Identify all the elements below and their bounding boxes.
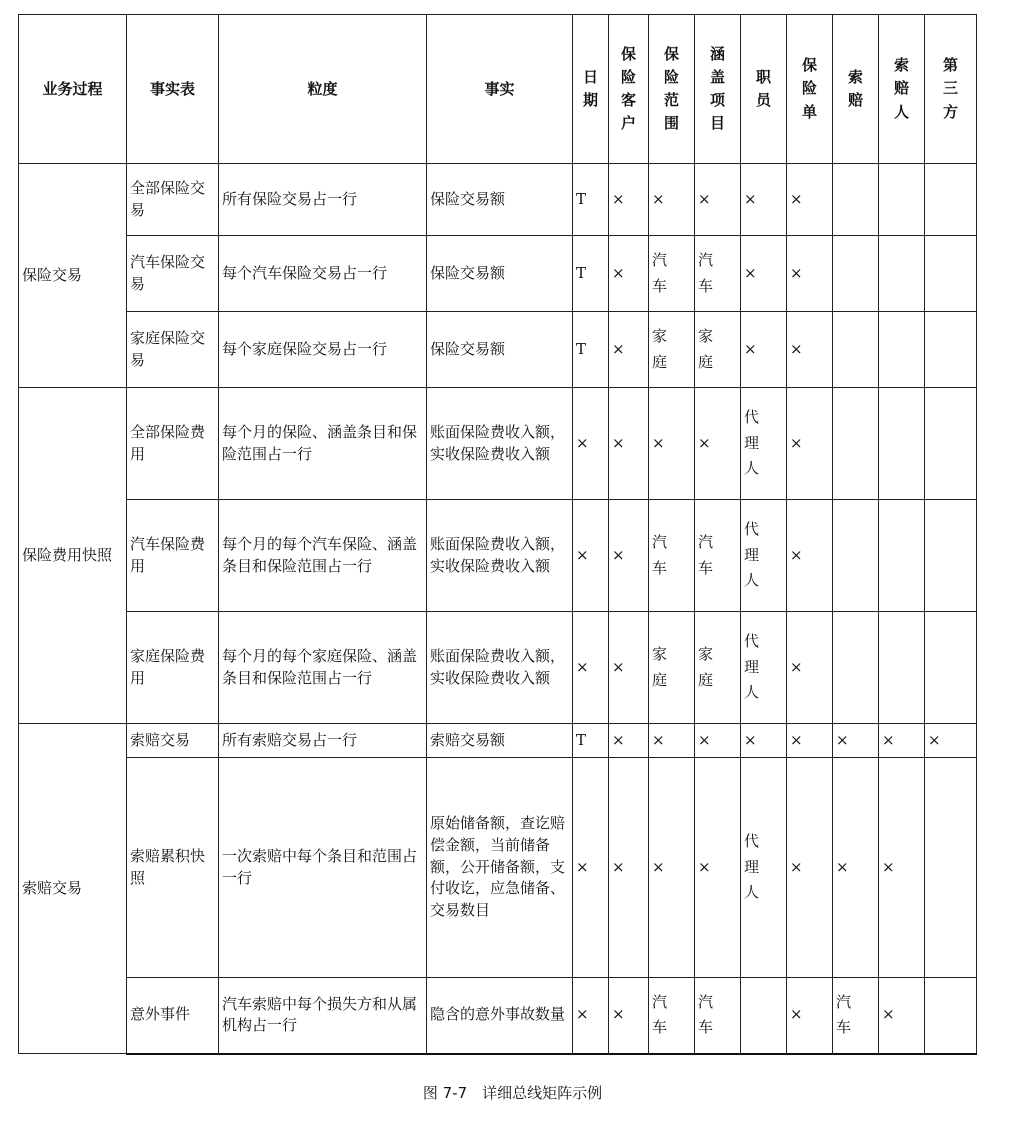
matrix-mark-cell: × xyxy=(609,312,649,388)
matrix-mark-text: 代理人 xyxy=(744,632,760,702)
fact-cell: 原始储备额，查讫赔偿金额，当前储备额，公开储备额，支付收讫，应急储备、交易数目 xyxy=(427,758,573,978)
grain-cell: 每个月的保险、涵盖条目和保险范围占一行 xyxy=(219,388,427,500)
process-cell: 索赔交易 xyxy=(19,724,127,1054)
matrix-mark-cell xyxy=(879,388,925,500)
header-cell-text: 日期 xyxy=(583,67,599,109)
matrix-mark-cell xyxy=(925,978,977,1054)
matrix-mark-cell: × xyxy=(741,312,787,388)
matrix-mark-cell xyxy=(649,612,695,724)
table-row xyxy=(19,388,977,500)
matrix-mark-cell: × xyxy=(609,612,649,724)
matrix-mark-cell: × xyxy=(925,724,977,758)
matrix-mark-cell: × xyxy=(695,758,741,978)
matrix-mark-cell xyxy=(833,388,879,500)
bus-matrix-figure xyxy=(18,14,977,1055)
matrix-body xyxy=(19,164,977,1054)
matrix-mark-cell xyxy=(833,312,879,388)
matrix-mark-cell: × xyxy=(573,612,609,724)
matrix-mark-text: 汽车 xyxy=(698,992,714,1037)
matrix-mark-cell xyxy=(879,164,925,236)
fact-cell: 保险交易额 xyxy=(427,236,573,312)
header-cell xyxy=(925,15,977,164)
matrix-mark-cell xyxy=(695,236,741,312)
grain-cell: 每个家庭保险交易占一行 xyxy=(219,312,427,388)
grain-cell: 每个汽车保险交易占一行 xyxy=(219,236,427,312)
matrix-mark-cell: × xyxy=(609,978,649,1054)
matrix-mark-cell: T xyxy=(573,312,609,388)
header-cell-text: 保险单 xyxy=(802,56,818,121)
header-cell-text: 第三方 xyxy=(943,56,959,121)
fact-cell: 保险交易额 xyxy=(427,312,573,388)
matrix-mark-cell xyxy=(925,388,977,500)
header-cell-text: 涵盖项目 xyxy=(710,44,726,133)
matrix-mark-cell xyxy=(879,500,925,612)
matrix-mark-cell: × xyxy=(609,164,649,236)
header-cell xyxy=(833,15,879,164)
matrix-mark-cell xyxy=(925,758,977,978)
fact-table-cell: 家庭保险费用 xyxy=(127,612,219,724)
matrix-mark-cell: × xyxy=(787,236,833,312)
matrix-mark-cell xyxy=(925,236,977,312)
header-cell xyxy=(609,15,649,164)
matrix-mark-cell xyxy=(833,236,879,312)
matrix-mark-cell xyxy=(695,500,741,612)
table-row xyxy=(19,612,977,724)
matrix-mark-cell xyxy=(925,312,977,388)
header-cell-text: 索赔人 xyxy=(894,56,910,121)
header-cell-text: 保险范围 xyxy=(664,44,680,133)
matrix-mark-cell: × xyxy=(741,724,787,758)
fact-table-cell: 家庭保险交易 xyxy=(127,312,219,388)
matrix-mark-cell: × xyxy=(787,388,833,500)
matrix-mark-text: 汽车 xyxy=(698,251,714,295)
matrix-mark-cell: × xyxy=(609,388,649,500)
matrix-mark-text: 代理人 xyxy=(744,832,760,902)
table-row xyxy=(19,164,977,236)
fact-table-cell: 汽车保险费用 xyxy=(127,500,219,612)
matrix-mark-cell: T xyxy=(573,724,609,758)
matrix-mark-cell xyxy=(879,612,925,724)
matrix-mark-cell xyxy=(879,312,925,388)
matrix-mark-cell: × xyxy=(833,724,879,758)
matrix-mark-cell: × xyxy=(787,312,833,388)
matrix-mark-cell: × xyxy=(741,164,787,236)
header-cell xyxy=(573,15,609,164)
matrix-mark-cell: × xyxy=(609,758,649,978)
matrix-mark-cell: × xyxy=(787,724,833,758)
matrix-mark-text: 家庭 xyxy=(698,327,714,371)
matrix-mark-cell xyxy=(649,236,695,312)
grain-cell: 汽车索赔中每个损失方和从属机构占一行 xyxy=(219,978,427,1054)
grain-cell: 所有保险交易占一行 xyxy=(219,164,427,236)
matrix-mark-cell: × xyxy=(695,724,741,758)
matrix-mark-cell: × xyxy=(833,758,879,978)
matrix-mark-cell xyxy=(741,500,787,612)
matrix-mark-text: 汽车 xyxy=(652,251,668,295)
matrix-mark-cell xyxy=(649,978,695,1054)
matrix-mark-cell xyxy=(925,612,977,724)
fact-table-cell: 汽车保险交易 xyxy=(127,236,219,312)
fact-cell: 账面保险费收入额，实收保险费收入额 xyxy=(427,612,573,724)
matrix-mark-cell xyxy=(925,500,977,612)
figure-caption: 图 7-7 详细总线矩阵示例 xyxy=(422,1084,603,1102)
matrix-mark-cell: × xyxy=(573,758,609,978)
matrix-mark-text: 汽车 xyxy=(652,533,668,577)
matrix-mark-cell: × xyxy=(879,978,925,1054)
fact-cell: 隐含的意外事故数量 xyxy=(427,978,573,1054)
matrix-mark-cell xyxy=(649,500,695,612)
matrix-mark-text: 汽车 xyxy=(698,533,714,577)
matrix-mark-cell xyxy=(925,164,977,236)
matrix-mark-text: 汽车 xyxy=(836,992,852,1037)
header-cell-text: 职员 xyxy=(756,67,772,109)
matrix-mark-cell: × xyxy=(609,500,649,612)
matrix-mark-cell: × xyxy=(879,724,925,758)
fact-table-cell: 索赔交易 xyxy=(127,724,219,758)
bus-matrix-table xyxy=(18,14,977,1055)
header-cell xyxy=(649,15,695,164)
matrix-mark-cell: × xyxy=(787,612,833,724)
grain-cell: 一次索赔中每个条目和范围占一行 xyxy=(219,758,427,978)
grain-cell: 每个月的每个汽车保险、涵盖条目和保险范围占一行 xyxy=(219,500,427,612)
matrix-mark-cell: × xyxy=(879,758,925,978)
matrix-mark-cell: × xyxy=(695,164,741,236)
matrix-mark-text: 家庭 xyxy=(698,645,714,689)
fact-cell: 索赔交易额 xyxy=(427,724,573,758)
matrix-mark-cell xyxy=(741,612,787,724)
table-row xyxy=(19,500,977,612)
grain-cell: 每个月的每个家庭保险、涵盖条目和保险范围占一行 xyxy=(219,612,427,724)
matrix-mark-cell: × xyxy=(649,388,695,500)
process-cell: 保险费用快照 xyxy=(19,388,127,724)
matrix-mark-text: 家庭 xyxy=(652,327,668,371)
matrix-mark-cell: × xyxy=(573,500,609,612)
grain-cell: 所有索赔交易占一行 xyxy=(219,724,427,758)
header-cell xyxy=(879,15,925,164)
fact-cell: 账面保险费收入额，实收保险费收入额 xyxy=(427,500,573,612)
table-row xyxy=(19,236,977,312)
matrix-mark-cell xyxy=(741,758,787,978)
matrix-mark-cell: × xyxy=(741,236,787,312)
matrix-mark-cell xyxy=(833,612,879,724)
fact-table-cell: 意外事件 xyxy=(127,978,219,1054)
header-cell xyxy=(695,15,741,164)
header-row xyxy=(19,15,977,164)
matrix-mark-cell xyxy=(833,978,879,1054)
matrix-mark-cell xyxy=(649,312,695,388)
fact-table-cell: 索赔累积快照 xyxy=(127,758,219,978)
table-row xyxy=(19,312,977,388)
header-cell: 业务过程 xyxy=(19,15,127,164)
table-row xyxy=(19,758,977,978)
fact-cell: 保险交易额 xyxy=(427,164,573,236)
header-cell: 事实表 xyxy=(127,15,219,164)
fact-table-cell: 全部保险费用 xyxy=(127,388,219,500)
matrix-mark-cell xyxy=(833,164,879,236)
matrix-mark-cell: × xyxy=(649,724,695,758)
matrix-mark-cell: × xyxy=(573,978,609,1054)
matrix-mark-cell: × xyxy=(609,724,649,758)
header-cell: 事实 xyxy=(427,15,573,164)
header-cell: 粒度 xyxy=(219,15,427,164)
matrix-mark-cell: × xyxy=(787,758,833,978)
matrix-mark-cell xyxy=(741,388,787,500)
table-row xyxy=(19,978,977,1054)
matrix-mark-text: 汽车 xyxy=(652,992,668,1037)
matrix-mark-cell: × xyxy=(573,388,609,500)
header-cell xyxy=(787,15,833,164)
header-cell-text: 保险客户 xyxy=(621,44,637,133)
matrix-mark-cell xyxy=(695,612,741,724)
matrix-mark-cell: × xyxy=(787,978,833,1054)
matrix-mark-cell xyxy=(833,500,879,612)
matrix-mark-cell xyxy=(741,978,787,1054)
matrix-mark-cell: T xyxy=(573,236,609,312)
matrix-mark-cell: × xyxy=(649,164,695,236)
matrix-mark-cell: × xyxy=(695,388,741,500)
matrix-mark-cell: T xyxy=(573,164,609,236)
matrix-mark-cell: × xyxy=(787,164,833,236)
matrix-mark-cell: × xyxy=(787,500,833,612)
process-cell: 保险交易 xyxy=(19,164,127,388)
matrix-mark-cell: × xyxy=(649,758,695,978)
table-row xyxy=(19,724,977,758)
header-cell xyxy=(741,15,787,164)
fact-cell: 账面保险费收入额，实收保险费收入额 xyxy=(427,388,573,500)
matrix-mark-cell: × xyxy=(609,236,649,312)
matrix-mark-text: 代理人 xyxy=(744,520,760,590)
header-cell-text: 索赔 xyxy=(848,67,864,109)
matrix-mark-cell xyxy=(695,978,741,1054)
fact-table-cell: 全部保险交易 xyxy=(127,164,219,236)
matrix-mark-cell xyxy=(879,236,925,312)
matrix-mark-text: 家庭 xyxy=(652,645,668,689)
matrix-mark-cell xyxy=(695,312,741,388)
matrix-mark-text: 代理人 xyxy=(744,408,760,478)
